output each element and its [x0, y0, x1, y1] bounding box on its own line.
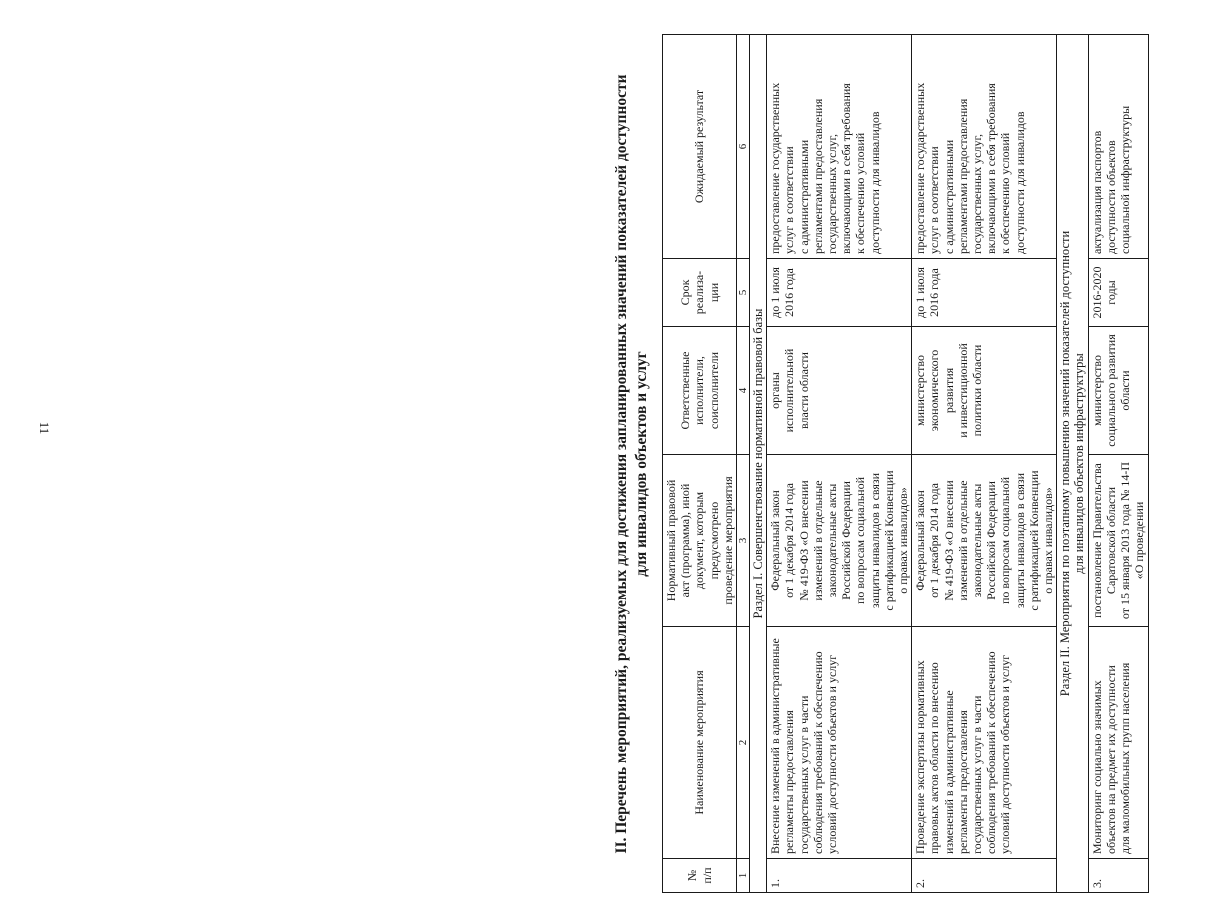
expected-result: предоставление государственных услуг в соответствии с административными регламентами предоставления государственных услуг, включающими в себя требования к обеспечению условий доступности для инвалидов [912, 35, 1057, 259]
measure-name: Внесение изменений в административные регламенты предоставления государственных услуг в части соблюдения требований к обеспечению условий доступности объектов и услуг [767, 627, 912, 859]
column-numbers-row [737, 35, 750, 893]
column-number: 1 [737, 859, 750, 893]
row-number: 1. [767, 859, 912, 893]
table-row [912, 35, 1057, 893]
column-number: 6 [737, 35, 750, 259]
executors: министерство социального развития области [1088, 327, 1148, 455]
document-title: II. Перечень мероприятий, реализуемых для достижения запланированных значений показателей доступности для инвалидов объектов и услуг [613, 74, 650, 854]
table-row [1088, 35, 1148, 893]
measure-name: Проведение экспертизы нормативных правовых актов области по внесению изменений в административные регламенты предоставления государственных услуг в части соблюдения требований к обеспечению условий доступности объектов и услуг [912, 627, 1057, 859]
section-title: Раздел I. Совершенствование нормативной правовой базы [750, 35, 767, 893]
row-number: 3. [1088, 859, 1148, 893]
rotated-page-content [612, 13, 1212, 893]
column-number: 3 [737, 455, 750, 627]
header-executors: Ответственные исполнители, соисполнители [663, 327, 737, 455]
executors: органы исполнительной власти области [767, 327, 912, 455]
legal-act: постановление Правительства Саратовской области от 15 января 2013 года № 14-П «О проведении [1088, 455, 1148, 627]
header-legal-act: Нормативный правовой акт (программа), иной документ, которым предусмотрено проведение мероприятия [663, 455, 737, 627]
section-title: Раздел II. Мероприятия по поэтапному повышению значений показателей доступности для инвалидов объектов инфраструктуры [1057, 35, 1088, 893]
table-header-row [663, 35, 737, 893]
page-number: 11 [37, 421, 52, 435]
term: до 1 июля 2016 года [767, 259, 912, 327]
column-number: 5 [737, 259, 750, 327]
measure-name: Мониторинг социально значимых объектов на предмет их доступности для маломобильных групп населения [1088, 627, 1148, 859]
column-number: 2 [737, 627, 750, 859]
legal-act: Федеральный закон от 1 декабря 2014 года № 419-ФЗ «О внесении изменений в отдельные законодательные акты Российской Федерации по вопросам социальной защиты инвалидов в связи с ратификацией Конвенции о правах инвалидов» [767, 455, 912, 627]
measures-table [662, 34, 1149, 893]
term: до 1 июля 2016 года [912, 259, 1057, 327]
legal-act: Федеральный закон от 1 декабря 2014 года № 419-ФЗ «О внесении изменений в отдельные законодательные акты Российской Федерации по вопросам социальной защиты инвалидов в связи с ратификацией Конвенции о правах инвалидов» [912, 455, 1057, 627]
expected-result: актуализация паспортов доступности объектов социальной инфраструктуры [1088, 35, 1148, 259]
expected-result: предоставление государственных услуг в соответствии с административными регламентами предоставления государственных услуг, включающими в себя требования к обеспечению условий доступности для инвалидов [767, 35, 912, 259]
table-row [767, 35, 912, 893]
executors: министерство экономического развития и инвестиционной политики области [912, 327, 1057, 455]
column-number: 4 [737, 327, 750, 455]
header-term: Срок реализа- ции [663, 259, 737, 327]
row-number: 2. [912, 859, 1057, 893]
header-measure-name: Наименование мероприятия [663, 627, 737, 859]
section-heading-row [750, 35, 767, 893]
term: 2016-2020 годы [1088, 259, 1148, 327]
header-expected-result: Ожидаемый результат [663, 35, 737, 259]
section-heading-row [1057, 35, 1088, 893]
header-number: № п/п [663, 859, 737, 893]
